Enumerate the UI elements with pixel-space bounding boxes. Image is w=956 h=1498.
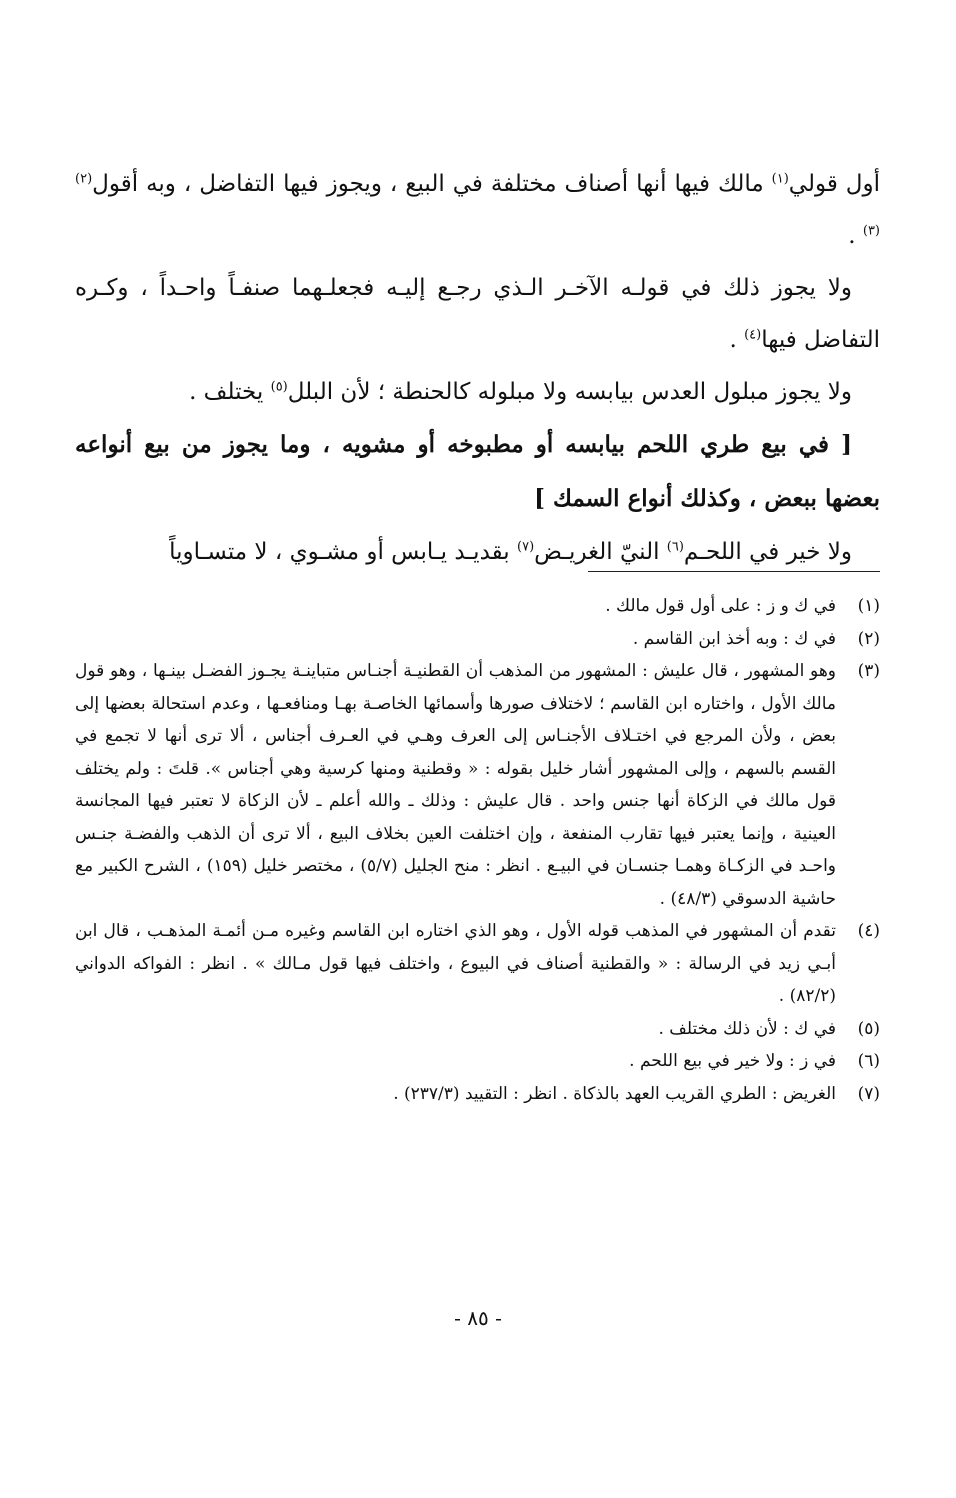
- paragraph-1: أول قولي$^{(١)}$ مالك فيها أنها أصناف مختلفة في البيع ، ويجوز فيها التفاضل ، وبه أقول$^{(٢)(٣)}$ .: [75, 171, 880, 249]
- paragraph-4: ولا خير في اللحـم$^{(٦)}$ النيّ الغريـض$^{(٧)}$ بقديـد يـابس أو مشـوي ، لا متسـاوياً: [169, 539, 852, 565]
- footnote-divider: [588, 571, 880, 572]
- footnote-5: (٥) في ك : لأن ذلك مختلف .: [658, 1018, 880, 1039]
- section-heading: [ في بيع طري اللحم بيابسه أو مطبوخه أو مشويه ، وما يجوز من بيع أنواعه بعضها ببعض ، وكذلك أنواع السمك ]: [75, 431, 880, 512]
- footnote-ref-6: (٦): [666, 539, 684, 555]
- footnote-ref-2-3: (٢)(٣): [75, 171, 880, 239]
- footnote-ref-1: (١): [771, 171, 789, 187]
- footnotes: [75, 590, 880, 1110]
- footnote-1: (١) في ك و ز : على أول قول مالك .: [605, 596, 880, 616]
- page-number: - ٨٥ -: [454, 1306, 502, 1330]
- footnote-2: (٢) في ك : وبه أخذ ابن القاسم .: [632, 628, 880, 649]
- footnote-6: (٦) في ز : ولا خير في بيع اللحم .: [629, 1051, 880, 1071]
- paragraph-3: ولا يجوز مبلول العدس بيابسه ولا مبلوله كالحنطة ؛ لأن البلل$^{(٥)}$ يختلف .: [189, 379, 852, 405]
- footnote-ref-5: (٥): [270, 379, 288, 395]
- footnote-3: (٣) وهو المشهور ، قال عليش : المشهور من المذهب أن القطنيـة أجنـاس متباينـة يجـوز الفضـل بينـها ، وهو قول مالك الأول ، واختاره ابن القاسم ؛ لاختلاف صورها وأسمائها الخاصـة بهـا ومنافعـها ، وعدم استحالة بعضها إلى بعض ، ولأن المرجع في اختـلاف الأجنـاس إلى العرف وهـي في العـرف أجناس ، ألا ترى أنها لا تجمع في القسم بالسهم ، وإلى المشهور أشار خليل بقوله : « وقطنية ومنها كرسية وهي أجناس ». قلتَ : ولم يختلف قول مالك في الزكاة أنها جنس واحد . قال عليش : وذلك ـ والله أعلم ـ لأن الزكاة لا تعتبر فيها المجانسة العينية ، وإنما يعتبر فيها تقارب المنفعة ، وإن اختلفت العين بخلاف البيع ، ألا ترى أن الذهب والفضـة جنـس واحـد في الزكـاة وهمـا جنسـان في البيـع . انظر : منح الجليل (٥/٧) ، مختصر خليل (١٥٩) ، الشرح الكبير مع حاشية الدسوقي (٤٨/٣) .: [75, 661, 880, 909]
- footnote-4: (٤) تقدم أن المشهور في المذهب قوله الأول ، وهو الذي اختاره ابن القاسم وغيره مـن أئمـة المذهـب ، قال ابن أبـي زيد في الرسالة : « والقطنية أصناف في البيوع ، واختلف فيها قول مـالك » . انظر : الفواكه الدواني (٨٢/٢) .: [75, 921, 880, 1006]
- footnote-7: (٧) الغريض : الطري القريب العهد بالذكاة . انظر : التقييد (٢٣٧/٣) .: [393, 1083, 880, 1104]
- main-text: [75, 158, 880, 578]
- footnote-ref-4: (٤): [744, 327, 762, 343]
- paragraph-2: ولا يجوز ذلك في قولـه الآخـر الـذي رجـع إليـه فجعلـهما صنفـاً واحـداً ، وكـره التفاضل فيها$^{(٤)}$ .: [75, 275, 880, 353]
- footnote-ref-7: (٧): [517, 539, 535, 555]
